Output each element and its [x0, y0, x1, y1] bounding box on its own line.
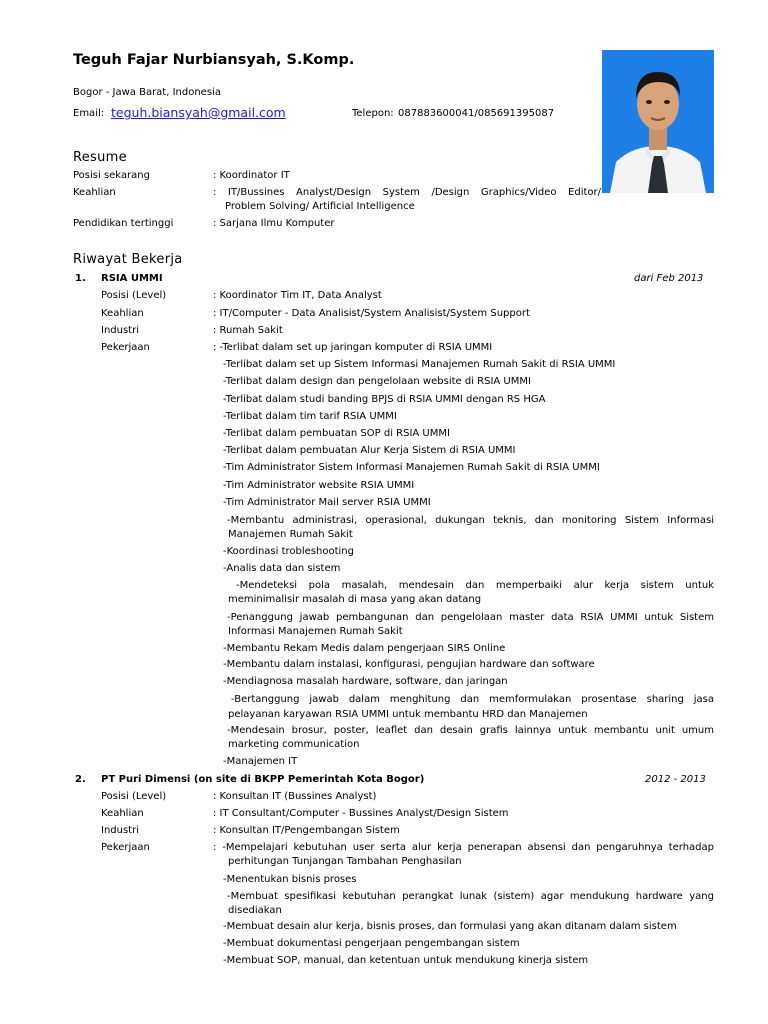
job-number: 2.: [75, 774, 86, 785]
candidate-name: Teguh Fajar Nurbiansyah, S.Komp.: [73, 52, 355, 68]
task-line: -Tim Administrator Sistem Informasi Manajemen Rumah Sakit di RSIA UMMI: [223, 462, 600, 473]
task-line: marketing communication: [228, 739, 360, 750]
task-line: -Terlibat dalam studi banding BPJS di RSIA UMMI dengan RS HGA: [223, 394, 546, 405]
location: Bogor - Jawa Barat, Indonesia: [73, 87, 221, 98]
resume-heading: Resume: [73, 150, 127, 165]
task-line: -Terlibat dalam pembuatan Alur Kerja Sistem di RSIA UMMI: [223, 445, 516, 456]
email-label: Email:: [73, 108, 105, 119]
task-line: perhitungan Tunjangan Tambahan Penghasilan: [228, 856, 462, 867]
task-line: -Penanggung jawab pembangunan dan pengelolaan master data RSIA UMMI untuk Sistem: [227, 612, 714, 623]
job-period: dari Feb 2013: [634, 273, 704, 284]
job-industri-label: Industri: [101, 825, 139, 836]
job-industri-value: : Konsultan IT/Pengembangan Sistem: [213, 825, 400, 836]
resume-label-posisi: Posisi sekarang: [73, 170, 150, 181]
task-line: -Menentukan bisnis proses: [223, 874, 357, 885]
task-line: : -Mempelajari kebutuhan user serta alur kerja penerapan absensi dan pengaruhnya terhadap: [213, 842, 714, 853]
email-link[interactable]: teguh.biansyah@gmail.com: [111, 105, 286, 120]
task-line: -Mendesain brosur, poster, leaflet dan desain grafis lainnya untuk membantu unit umum: [227, 725, 714, 736]
task-line: -Mendeteksi pola masalah, mendesain dan memperbaiki alur kerja sistem untuk: [236, 580, 714, 591]
resume-value-keahlian: : IT/Bussines Analyst/Design System /Design Graphics/Video Editor/: [213, 187, 601, 198]
task-line: -Terlibat dalam pembuatan SOP di RSIA UMMI: [223, 428, 450, 439]
work-history-heading: Riwayat Bekerja: [73, 252, 183, 267]
task-line: -Tim Administrator website RSIA UMMI: [223, 480, 415, 491]
task-line: disediakan: [228, 905, 282, 916]
job-posisi-value: : Koordinator Tim IT, Data Analyst: [213, 290, 382, 301]
task-line: -Terlibat dalam design dan pengelolaan website di RSIA UMMI: [223, 376, 531, 387]
profile-photo: [602, 50, 714, 193]
job-pekerjaan-label: Pekerjaan: [101, 842, 150, 853]
resume-value-pendidikan: : Sarjana Ilmu Komputer: [213, 218, 335, 229]
job-posisi-value: : Konsultan IT (Bussines Analyst): [213, 791, 377, 802]
resume-value-keahlian-cont: Problem Solving/ Artificial Intelligence: [225, 201, 415, 212]
resume-value-posisi: : Koordinator IT: [213, 170, 290, 181]
job-keahlian-label: Keahlian: [101, 808, 144, 819]
job-period: 2012 - 2013: [645, 774, 706, 785]
job-industri-label: Industri: [101, 325, 139, 336]
task-line: -Membuat dokumentasi pengerjaan pengembangan sistem: [223, 938, 520, 949]
task-line: -Terlibat dalam set up Sistem Informasi Manajemen Rumah Sakit di RSIA UMMI: [223, 359, 616, 370]
job-keahlian-value: : IT Consultant/Computer - Bussines Analyst/Design Sistem: [213, 808, 509, 819]
task-line: -Membuat SOP, manual, dan ketentuan untuk mendukung kinerja sistem: [223, 955, 589, 966]
task-line: -Membantu administrasi, operasional, dukungan teknis, dan monitoring Sistem Informasi: [227, 515, 714, 526]
task-line: -Analis data dan sistem: [223, 563, 341, 574]
job-pekerjaan-label: Pekerjaan: [101, 342, 150, 353]
task-line: -Membuat desain alur kerja, bisnis proses, dan formulasi yang akan ditanam dalam sistem: [223, 921, 677, 932]
job-posisi-label: Posisi (Level): [101, 791, 167, 802]
phone-number: 087883600041/085691395087: [398, 108, 555, 119]
job-keahlian-value: : IT/Computer - Data Analisist/System Analisist/System Support: [213, 308, 530, 319]
phone-label: Telepon:: [352, 108, 394, 119]
job-posisi-label: Posisi (Level): [101, 290, 167, 301]
job-number: 1.: [75, 273, 86, 284]
task-line: Informasi Manajemen Rumah Sakit: [228, 626, 403, 637]
job-company: RSIA UMMI: [101, 273, 163, 284]
resume-label-keahlian: Keahlian: [73, 187, 116, 198]
job-industri-value: : Rumah Sakit: [213, 325, 283, 336]
job-company: PT Puri Dimensi (on site di BKPP Pemerintah Kota Bogor): [101, 774, 425, 785]
job-keahlian-label: Keahlian: [101, 308, 144, 319]
task-line: -Terlibat dalam tim tarif RSIA UMMI: [223, 411, 397, 422]
task-line: -Mendiagnosa masalah hardware, software, dan jaringan: [223, 676, 508, 687]
task-line: -Membantu dalam instalasi, konfigurasi, pengujian hardware dan software: [223, 659, 595, 670]
task-line: -Tim Administrator Mail server RSIA UMMI: [223, 497, 431, 508]
task-line: -Koordinasi trobleshooting: [223, 546, 354, 557]
task-line: -Manajemen IT: [223, 756, 298, 767]
task-line: Manajemen Rumah Sakit: [228, 529, 353, 540]
task-line: -Bertanggung jawab dalam menghitung dan memformulakan prosentase sharing jasa: [231, 694, 714, 705]
task-line: meminimalisir masalah di masa yang akan datang: [228, 594, 482, 605]
resume-label-pendidikan: Pendidikan tertinggi: [73, 218, 174, 229]
task-line: -Membantu Rekam Medis dalam pengerjaan SIRS Online: [223, 643, 506, 654]
task-line: : -Terlibat dalam set up jaringan komputer di RSIA UMMI: [213, 342, 493, 353]
task-line: -Membuat spesifikasi kebutuhan perangkat lunak (sistem) agar mendukung hardware yang: [227, 891, 714, 902]
task-line: pelayanan karyawan RSIA UMMI untuk membantu HRD dan Manajemen: [228, 709, 588, 720]
